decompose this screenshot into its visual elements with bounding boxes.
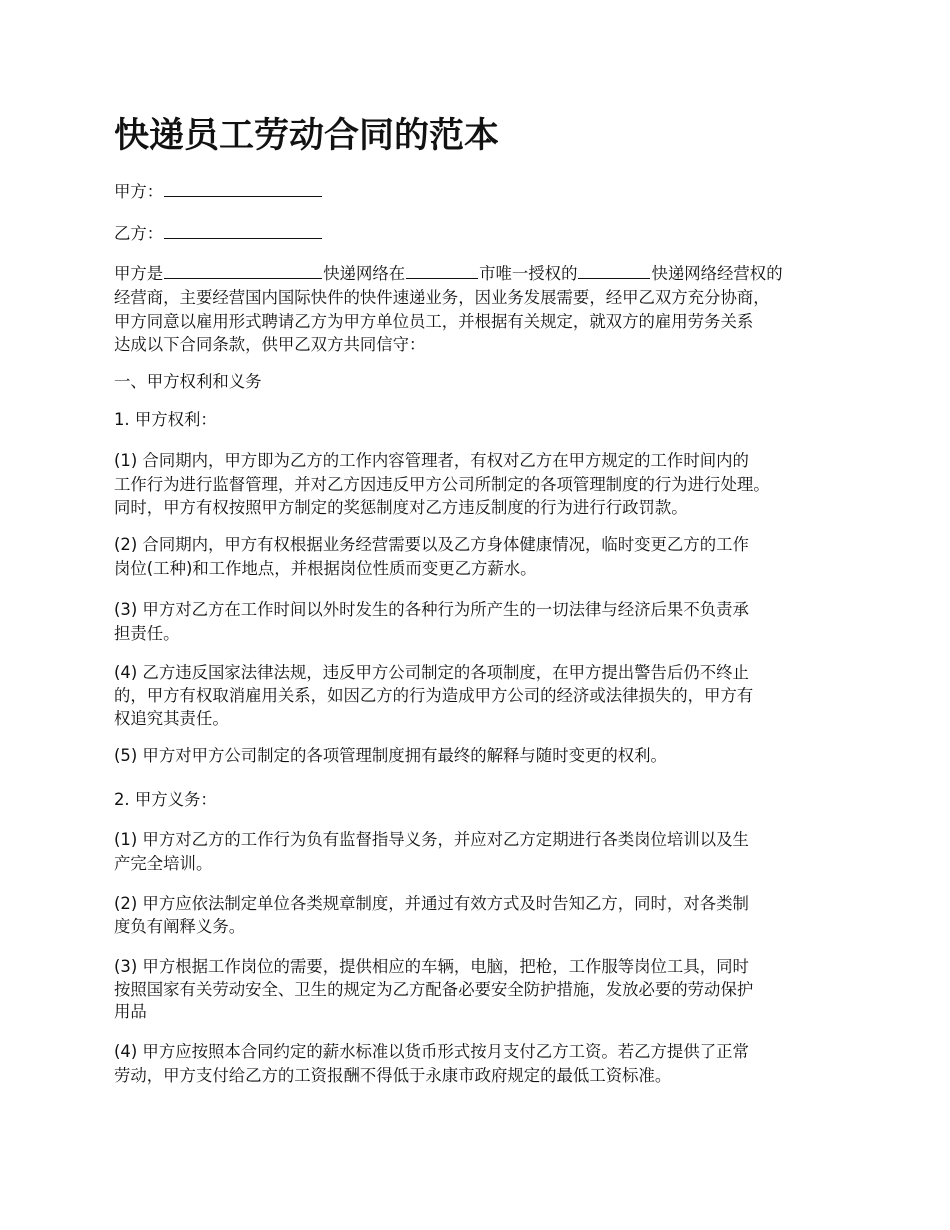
duty-3-line: (3) 甲方根据工作岗位的需要，提供相应的车辆，电脑，把枪，工作服等岗位工具，同时 — [114, 957, 749, 976]
duty-3-line: 按照国家有关劳动安全、卫生的规定为乙方配备必要安全防护措施，发放必要的劳动保护 — [114, 980, 754, 999]
intro-text: 市唯一授权的 — [479, 264, 578, 283]
right-1-line: 工作行为进行监督管理，并对乙方因违反甲方公司所制定的各项管理制度的行为进行处理。 — [114, 475, 770, 494]
party-b-line — [114, 222, 323, 246]
right-2-line: 岗位(工种)和工作地点，并根据岗位性质而变更乙方薪水。 — [114, 559, 537, 578]
right-2-line: (2) 合同期内，甲方有权根据业务经营需要以及乙方身体健康情况，临时变更乙方的工作 — [114, 535, 749, 554]
duty-3-line: 用品 — [114, 1002, 147, 1021]
duty-4-line: 劳动，甲方支付给乙方的工资报酬不得低于永康市政府规定的最低工资标准。 — [114, 1066, 672, 1085]
intro-line-3: 甲方同意以雇用形式聘请乙方为甲方单位员工，并根据有关规定，就双方的雇用劳务关系 — [114, 312, 754, 331]
duty-4-line: (4) 甲方应按照本合同约定的薪水标准以货币形式按月支付乙方工资。若乙方提供了正常 — [114, 1042, 749, 1061]
duty-1-line: 产完全培训。 — [114, 854, 213, 873]
document-title: 快递员工劳动合同的范本 — [114, 116, 500, 156]
company-blank[interactable] — [164, 262, 322, 279]
section-heading: 一、甲方权利和义务 — [114, 372, 262, 391]
right-1-line: 同时，甲方有权按照甲方制定的奖惩制度对乙方违反制度的行为进行行政罚款。 — [114, 498, 688, 517]
right-5-line: (5) 甲方对甲方公司制定的各项管理制度拥有最终的解释与随时变更的权利。 — [114, 746, 667, 765]
right-3-line: 担责任。 — [114, 624, 180, 643]
right-4-line: 权追究其责任。 — [114, 709, 229, 728]
intro-text: 快递网络在 — [323, 264, 406, 283]
party-a-line — [114, 180, 323, 204]
intro-line-1 — [114, 262, 783, 286]
right-4-line: (4) 乙方违反国家法律法规，违反甲方公司制定的各项制度，在甲方提出警告后仍不终止 — [114, 663, 749, 682]
intro-text: 快递网络经营权的 — [651, 264, 783, 283]
duty-2-line: (2) 甲方应依法制定单位各类规章制度，并通过有效方式及时告知乙方，同时，对各类制 — [114, 894, 749, 913]
duty-1-line: (1) 甲方对乙方的工作行为负有监督指导义务，并应对乙方定期进行各类岗位培训以及生 — [114, 830, 749, 849]
intro-line-2: 经营商，主要经营国内国际快件的快件速递业务，因业务发展需要，经甲乙双方充分协商， — [114, 288, 770, 307]
party-a-label: 甲方： — [114, 182, 164, 201]
party-a-blank[interactable] — [164, 180, 322, 197]
right-1-line: (1) 合同期内，甲方即为乙方的工作内容管理者，有权对乙方在甲方规定的工作时间内的 — [114, 451, 749, 470]
intro-line-4: 达成以下合同条款，供甲乙双方共同信守： — [114, 335, 426, 354]
duties-heading: 2. 甲方义务： — [114, 790, 217, 809]
rights-heading: 1. 甲方权利： — [114, 410, 217, 429]
right-3-line: (3) 甲方对乙方在工作时间以外时发生的各种行为所产生的一切法律与经济后果不负责承 — [114, 600, 749, 619]
city-blank[interactable] — [406, 262, 478, 279]
party-b-label: 乙方： — [114, 224, 164, 243]
duty-2-line: 度负有阐释义务。 — [114, 917, 246, 936]
party-b-blank[interactable] — [164, 222, 322, 239]
network-blank[interactable] — [578, 262, 650, 279]
right-4-line: 的，甲方有权取消雇用关系，如因乙方的行为造成甲方公司的经济或法律损失的，甲方有 — [114, 686, 754, 705]
intro-text: 甲方是 — [114, 264, 164, 283]
